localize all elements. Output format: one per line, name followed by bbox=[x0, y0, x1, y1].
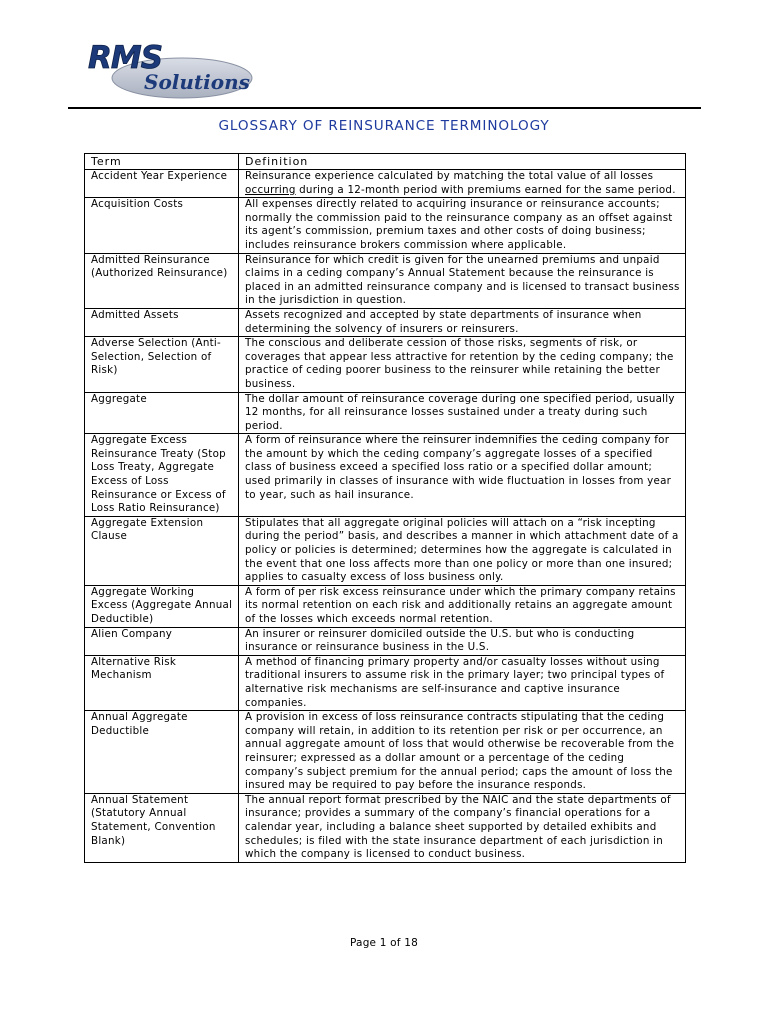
term-cell: Accident Year Experience bbox=[85, 170, 239, 198]
term-cell: Aggregate Extension Clause bbox=[85, 516, 239, 585]
logo-text-solutions: Solutions bbox=[144, 70, 250, 94]
table-row bbox=[85, 170, 686, 198]
term-cell: Aggregate Working Excess (Aggregate Annual Deductible) bbox=[85, 585, 239, 627]
definition-cell: A form of per risk excess reinsurance under which the primary company retains its normal retention on each risk and additionally retains an aggregate amount of the losses which exceeds normal retention. bbox=[239, 585, 686, 627]
table-row bbox=[85, 434, 686, 517]
definition-cell: All expenses directly related to acquiring insurance or reinsurance accounts; normally the commission paid to the reinsurance company as an offset against its agent’s commission, premium taxes and other costs of doing business; includes reinsurance brokers commission where applicable. bbox=[239, 198, 686, 253]
table-row bbox=[85, 308, 686, 336]
column-header-definition: Definition bbox=[239, 154, 686, 170]
definition-underlined-text: occurring bbox=[245, 183, 296, 196]
glossary-table bbox=[84, 153, 686, 863]
term-cell: Annual Statement (Statutory Annual Statement, Convention Blank) bbox=[85, 793, 239, 862]
table-row bbox=[85, 392, 686, 434]
term-cell: Aggregate bbox=[85, 392, 239, 434]
table-header-row bbox=[85, 154, 686, 170]
definition-cell bbox=[239, 170, 686, 198]
term-cell: Alien Company bbox=[85, 627, 239, 655]
column-header-term: Term bbox=[85, 154, 239, 170]
table-row bbox=[85, 198, 686, 253]
definition-cell: Stipulates that all aggregate original policies will attach on a “risk incepting during the period” basis, and describes a manner in which attachment date of a policy or policies is determined; determines how the aggregate is calculated in the event that one loss affects more than one policy or more than one insured; applies to casualty excess of loss business only. bbox=[239, 516, 686, 585]
definition-cell: Assets recognized and accepted by state departments of insurance when determining the solvency of insurers or reinsurers. bbox=[239, 308, 686, 336]
header-divider bbox=[68, 107, 701, 109]
table-row bbox=[85, 516, 686, 585]
term-cell: Adverse Selection (Anti-Selection, Selection of Risk) bbox=[85, 337, 239, 392]
definition-cell: The dollar amount of reinsurance coverage during one specified period, usually 12 months, for all reinsurance losses sustained under a treaty during such period. bbox=[239, 392, 686, 434]
term-cell: Admitted Reinsurance (Authorized Reinsurance) bbox=[85, 253, 239, 308]
table-row bbox=[85, 337, 686, 392]
definition-cell: The conscious and deliberate cession of those risks, segments of risk, or coverages that appear less attractive for retention by the ceding company; the practice of ceding poorer business to the reinsurer while retaining the better business. bbox=[239, 337, 686, 392]
table-row bbox=[85, 627, 686, 655]
definition-cell: An insurer or reinsurer domiciled outside the U.S. but who is conducting insurance or reinsurance business in the U.S. bbox=[239, 627, 686, 655]
term-cell: Admitted Assets bbox=[85, 308, 239, 336]
page-number: Page 1 of 18 bbox=[350, 937, 418, 949]
logo-text-rms: RMS bbox=[88, 40, 163, 76]
table-row bbox=[85, 585, 686, 627]
document-title: GLOSSARY OF REINSURANCE TERMINOLOGY bbox=[218, 118, 550, 134]
definition-text: Reinsurance experience calculated by matching the total value of all losses bbox=[245, 170, 654, 182]
definition-cell: A method of financing primary property and/or casualty losses without using traditional insurers to assume risk in the primary layer; two principal types of alternative risk mechanisms are self-insurance and captive insurance companies. bbox=[239, 655, 686, 710]
table-row bbox=[85, 655, 686, 710]
term-cell: Alternative Risk Mechanism bbox=[85, 655, 239, 710]
definition-text: during a 12-month period with premiums earned for the same period. bbox=[295, 183, 676, 196]
definition-cell: A form of reinsurance where the reinsurer indemnifies the ceding company for the amount by which the ceding company’s aggregate losses of a specified class of business exceed a specified loss ratio or a specified dollar amount; used primarily in classes of insurance with wide fluctuation in losses from year to year, such as hail insurance. bbox=[239, 434, 686, 517]
table-row bbox=[85, 793, 686, 862]
term-cell: Aggregate Excess Reinsurance Treaty (Stop Loss Treaty, Aggregate Excess of Loss Reinsurance or Excess of Loss Ratio Reinsurance) bbox=[85, 434, 239, 517]
definition-cell: Reinsurance for which credit is given for the unearned premiums and unpaid claims in a ceding company’s Annual Statement because the reinsurance is placed in an admitted reinsurance company and is licensed to transact business in the jurisdiction in question. bbox=[239, 253, 686, 308]
term-cell: Acquisition Costs bbox=[85, 198, 239, 253]
table-row bbox=[85, 253, 686, 308]
table-row bbox=[85, 711, 686, 794]
definition-cell: A provision in excess of loss reinsurance contracts stipulating that the ceding company will retain, in addition to its retention per risk or per occurrence, an annual aggregate amount of loss that would otherwise be recoverable from the reinsurer; expressed as a dollar amount or a percentage of the ceding company’s subject premium for the annual period; caps the amount of loss the insured may be required to pay before the insurance responds. bbox=[239, 711, 686, 794]
definition-cell: The annual report format prescribed by the NAIC and the state departments of insurance; provides a summary of the company’s financial operations for a calendar year, including a balance sheet supported by detailed exhibits and schedules; is filed with the state insurance department of each jurisdiction in which the company is licensed to conduct business. bbox=[239, 793, 686, 862]
term-cell: Annual Aggregate Deductible bbox=[85, 711, 239, 794]
rms-solutions-logo bbox=[86, 38, 256, 102]
